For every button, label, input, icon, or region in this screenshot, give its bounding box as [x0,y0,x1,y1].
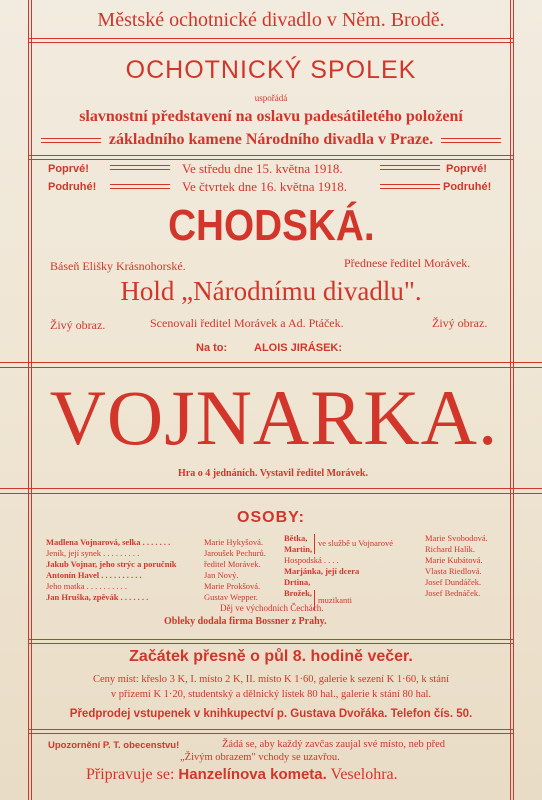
start-time: Začátek přesně o půl 8. hodině večer. [129,648,413,665]
cast-role: Jeník, její synek . . . . . . . . . [46,548,140,558]
then-label: Na to: [196,342,228,354]
cast-actor: Marie Kubátová. [425,555,483,565]
arranges-text: uspořádá [254,93,288,103]
notice-line-1: Žádá se, aby každý zavčas zaujal své místo, neb před [222,739,446,750]
cast-actor: Marie Hykyšová. [204,537,264,547]
cast-role: Brožek, [284,588,312,598]
cast-left-actors [204,537,266,603]
dash-ornament [380,165,440,170]
cast-role: Jakub Vojnar, jeho strýc a poručník [46,559,177,569]
divider [28,639,514,644]
hold-right-note: Živý obraz. [432,316,488,330]
cast-actor: Richard Halík. [425,544,476,554]
cast-role: Jan Hruška, zpěvák . . . . . . . [46,592,149,602]
hold-title: Hold „Národnímu divadlu". [120,276,422,306]
hold-credits: Scenovali ředitel Morávek a Ad. Ptáček. [150,316,344,330]
cast-actor: Josef Dundáček. [425,577,482,587]
theatre-name: Městské ochotnické divadlo v Něm. Brodě. [97,9,445,31]
hold-left-note: Živý obraz. [50,318,106,332]
cast-heading: OSOBY: [237,509,305,526]
cast-actor: Josef Bednáček. [425,588,481,598]
cast-actor: Marie Prokšová. [204,581,261,591]
cast-actor: Gustav Wepper. [204,592,258,602]
cast-actor: Marie Svobodová. [425,533,488,543]
divider [28,155,514,160]
cast-actor: ředitel Morávek. [204,559,261,569]
dash-ornament [441,138,501,143]
bracket [314,534,315,554]
occasion-line-2: základního kamene Národního divadla v Praze. [108,131,434,148]
divider [28,729,514,734]
dash-ornament [110,165,170,170]
dash-ornament [380,184,440,189]
cast-actor: Jan Nový. [204,570,239,580]
first-performance-left: Poprvé! [48,163,89,175]
cast-costumes: Obleky dodala firma Bossner z Prahy. [164,616,327,627]
occasion-line-2-row [0,131,542,149]
upcoming-genre: Veselohra. [330,766,398,783]
chodska-title: CHODSKÁ. [167,201,375,250]
prices-line-2: v přízemí K 1·20, studentský a dělnický lístek 80 hal., galerie k stání 80 hal. [110,689,432,700]
dash-ornament [110,184,170,189]
main-play-title: VOJNARKA. [49,374,499,461]
cast-left-roles [46,537,177,603]
divider [0,362,542,368]
divider [28,38,514,43]
society-name: OCHOTNICKÝ SPOLEK [125,56,417,84]
cast-role: Antonín Havel . . . . . . . . . . [46,570,142,580]
prices-line-1: Ceny míst: křeslo 3 K, I. místo 2 K, II. místo K 1·60, galerie k sezení K 1·60, k stání [92,674,450,685]
main-play-subtitle: Hra o 4 jednáních. Vystavil ředitel Morávek. [178,468,368,479]
cast-role: Bětka, [284,533,308,543]
cast-note-servants: ve službě u Vojnarové [318,538,393,548]
presale-info: Předprodej vstupenek v knihkupectví p. Gustava Dvořáka. Telefon čís. 50. [69,708,473,720]
cast-actor: Vlasta Riedlová. [425,566,482,576]
upcoming-title: Hanzelínova kometa. [178,766,327,783]
second-performance-left: Podruhé! [48,181,97,193]
upcoming-label: Připravuje se: [86,766,175,783]
cast-role: Madlena Vojnarová, selka . . . . . . . [46,537,171,547]
occasion-line-1: slavnostní představení na oslavu padesátiletého položení [79,108,463,125]
cast-actor: Jaroušek Pechurů. [204,548,266,558]
then-author: ALOIS JIRÁSEK: [254,342,343,354]
notice-line-2: „Živým obrazem" vchody se uzavřou. [180,752,340,763]
first-performance-date: Ve středu dne 15. května 1918. [182,161,343,176]
cast-role: Martin, [284,544,313,554]
divider [0,488,542,494]
cast-note-musicians: muzikanti [318,595,352,605]
chodska-poem: Báseň Elišky Krásnohorské. [50,259,186,273]
cast-right-actors [425,533,488,599]
chodska-reciter: Přednese ředitel Morávek. [344,256,471,270]
second-performance-date: Ve čtvrtek dne 16. května 1918. [182,179,347,194]
upcoming-row [86,766,398,784]
second-performance-right: Podruhé! [443,181,492,193]
notice-label: Upozornění P. T. obecenstvu! [48,740,180,751]
cast-setting: Děj ve východních Čechách. [220,603,324,613]
cast-role: Hospodská . . . . [284,555,339,565]
cast-role: Marjánka, její dcera [284,566,360,576]
cast-role: Jeho matka . . . . . . . . . . [46,581,127,591]
cast-role: Drtina, [284,577,311,587]
first-performance-right: Poprvé! [446,163,487,175]
dash-ornament [41,138,101,143]
